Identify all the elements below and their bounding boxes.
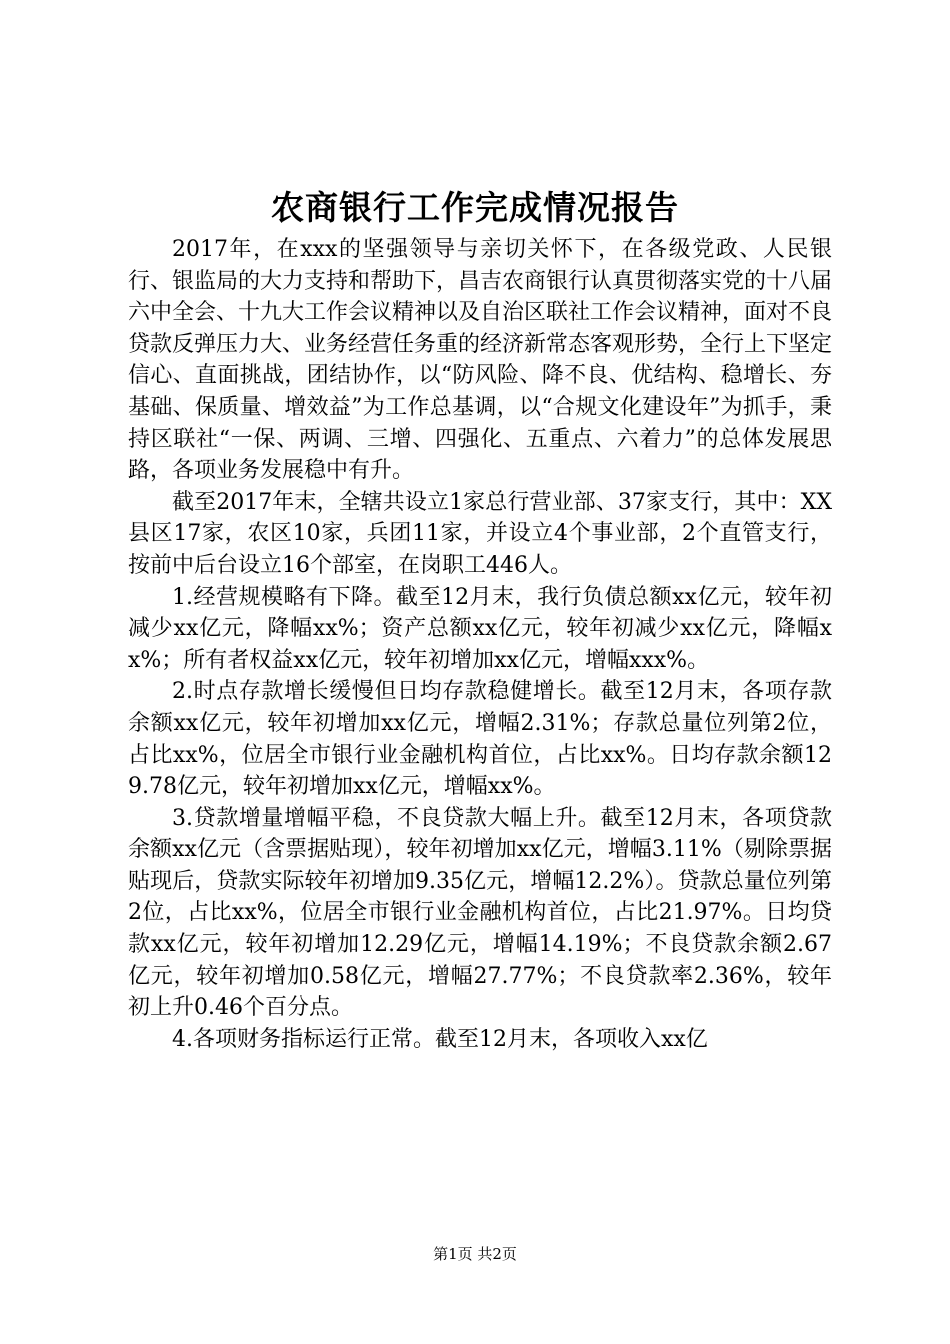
paragraph-branches: 截至2017年末，全辖共设立1家总行营业部、37家支行，其中：XX县区17家，农区10家，兵团11家，并设立4个事业部，2个直管支行，按前中后台设立16个部室，在岗职工446人。 xyxy=(128,489,832,578)
paragraph-scale: 1.经营规模略有下降。截至12月末，我行负债总额xx亿元，较年初减少xx亿元，降幅xx%；资产总额xx亿元，较年初减少xx亿元，降幅xx%；所有者权益xx亿元，较年初增加xx亿元，增幅xxx%。 xyxy=(128,584,832,673)
document-body xyxy=(128,234,832,1055)
paragraph-loans: 3.贷款增量增幅平稳，不良贷款大幅上升。截至12月末，各项贷款余额xx亿元（含票据贴现），较年初增加xx亿元，增幅3.11%（剔除票据贴现后，贷款实际较年初增加9.35亿元，增幅12.2%）。贷款总量位列第2位，占比xx%，位居全市银行业金融机构首位，占比21.97%。日均贷款xx亿元，较年初增加12.29亿元，增幅14.19%；不良贷款余额2.67亿元，较年初增加0.58亿元，增幅27.77%；不良贷款率2.36%，较年初上升0.46个百分点。 xyxy=(128,805,832,1021)
paragraph-intro: 2017年，在xxx的坚强领导与亲切关怀下，在各级党政、人民银行、银监局的大力支持和帮助下，昌吉农商银行认真贯彻落实党的十八届六中全会、十九大工作会议精神以及自治区联社工作会议精神，面对不良贷款反弹压力大、业务经营任务重的经济新常态客观形势，全行上下坚定信心、直面挑战，团结协作，以“防风险、降不良、优结构、稳增长、夯基础、保质量、增效益”为工作总基调，以“合规文化建设年”为抓手，秉持区联社“一保、两调、三增、四强化、五重点、六着力”的总体发展思路，各项业务发展稳中有升。 xyxy=(128,237,833,484)
paragraph-finance: 4.各项财务指标运行正常。截至12月末，各项收入xx亿 xyxy=(172,1026,708,1052)
document-title: 农商银行工作完成情况报告 xyxy=(271,188,679,227)
page-footer: 第1页 共2页 xyxy=(433,1245,517,1263)
paragraph-deposits: 2.时点存款增长缓慢但日均存款稳健增长。截至12月末，各项存款余额xx亿元，较年初增加xx亿元，增幅2.31%；存款总量位列第2位，占比xx%，位居全市银行业金融机构首位，占比xx%。日均存款余额129.78亿元，较年初增加xx亿元，增幅xx%。 xyxy=(128,679,832,800)
